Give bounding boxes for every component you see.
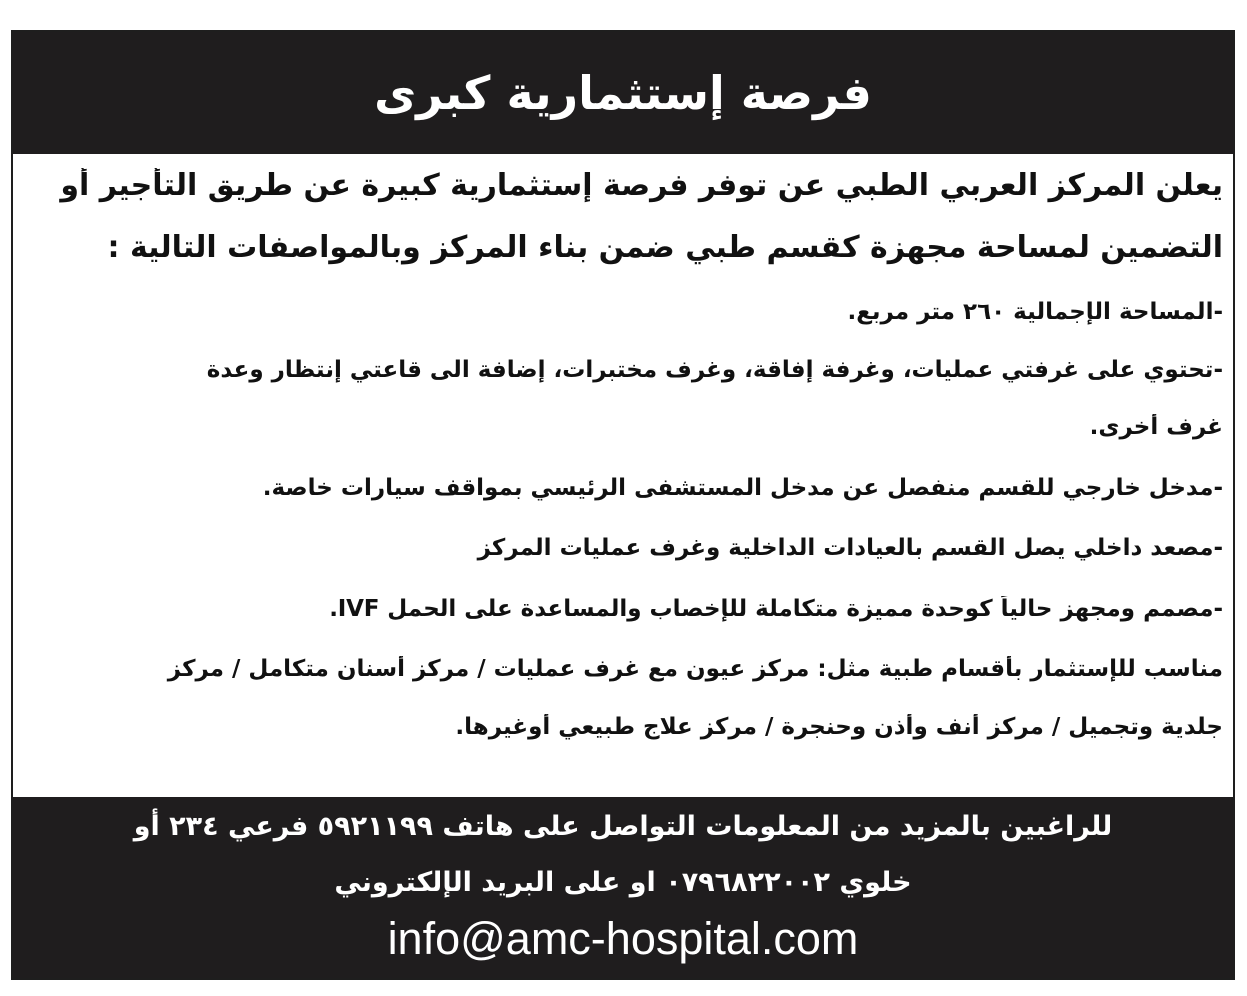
intro-line-1: يعلن المركز العربي الطبي عن توفر فرصة إستثمارية كبيرة عن طريق التأجير أو bbox=[60, 168, 1223, 203]
ad-body bbox=[13, 154, 1233, 797]
ad-title: فرصة إستثمارية كبرى bbox=[374, 66, 872, 120]
spec-ivf: -مصمم ومجهز حالياً كوحدة مميزة متكاملة للإخصاب والمساعدة على الحمل IVF. bbox=[329, 596, 1223, 622]
contact-email[interactable]: info@amc-hospital.com bbox=[387, 913, 859, 964]
spec-elevator: -مصعد داخلي يصل القسم بالعيادات الداخلية وغرف عمليات المركز bbox=[477, 535, 1223, 561]
contact-phone-line: للراغبين بالمزيد من المعلومات التواصل على هاتف ٥٩٢١١٩٩ فرعي ٢٣٤ أو bbox=[133, 811, 1113, 842]
contact-banner bbox=[13, 797, 1233, 978]
spec-rooms: -تحتوي على غرفتي عمليات، وغرفة إفاقة، وغرف مختبرات، إضافة الى قاعتي إنتظار وعدة bbox=[206, 357, 1223, 383]
spec-suitable-cont: جلدية وتجميل / مركز أنف وأذن وحنجرة / مركز علاج طبيعي أوغيرها. bbox=[455, 714, 1223, 740]
spec-suitable: مناسب للإستثمار بأقسام طبية مثل: مركز عيون مع غرف عمليات / مركز أسنان متكامل / مركز bbox=[167, 656, 1223, 682]
spec-entrance: -مدخل خارجي للقسم منفصل عن مدخل المستشفى الرئيسي بمواقف سيارات خاصة. bbox=[262, 475, 1223, 501]
title-banner bbox=[13, 32, 1233, 154]
advertisement-frame bbox=[11, 30, 1235, 980]
contact-mobile-line: خلوي ٠٧٩٦٨٢٢٠٠٢ او على البريد الإلكتروني bbox=[334, 867, 912, 898]
spec-area: -المساحة الإجمالية ٢٦٠ متر مربع. bbox=[847, 299, 1223, 325]
spec-rooms-cont: غرف أخرى. bbox=[1089, 414, 1223, 440]
intro-line-2: التضمين لمساحة مجهزة كقسم طبي ضمن بناء المركز وبالمواصفات التالية : bbox=[107, 230, 1223, 265]
